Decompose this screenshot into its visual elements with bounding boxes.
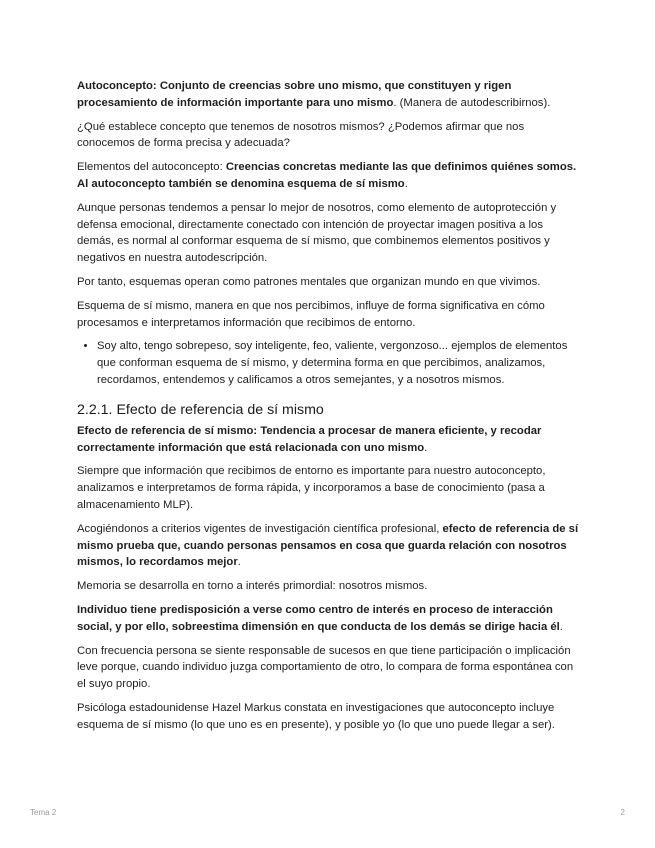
footer-topic-label: Tema 2 (30, 808, 57, 817)
paragraph-autoconcepto-definition (77, 78, 579, 112)
bold-text: Creencias concretas mediante las que definimos quiénes somos. Al autoconcepto también se denomina esquema de sí mismo (77, 161, 577, 190)
document-body (77, 78, 579, 741)
text: . (237, 556, 241, 569)
bullet-list (77, 338, 579, 388)
bold-text: Autoconcepto: Conjunto de creencias sobre uno mismo, que constituyen y rigen procesamiento de información importante para uno mismo (77, 80, 512, 109)
paragraph-memoria: Memoria se desarrolla en torno a interés primordial: nosotros mismos. (77, 580, 428, 593)
paragraph-esquemas: Por tanto, esquemas operan como patrones mentales que organizan mundo en que vivimos. (77, 275, 541, 288)
paragraph-informacion: Siempre que información que recibimos de entorno es importante para nuestro autoconcepto, analizamos e interpretamos de forma rápida, y incorporamos a base de conocimiento (pasa a almacenamiento MLP). (77, 465, 546, 511)
paragraph-efecto-definition (77, 423, 579, 457)
text: Acogiéndonos a criterios vigentes de investigación científica profesional, (77, 522, 443, 535)
paragraph-investigacion (77, 521, 579, 571)
section-heading: 2.2.1. Efecto de referencia de sí mismo (77, 401, 324, 418)
paragraph-frecuencia: Con frecuencia persona se siente responsable de sucesos en que tiene participación o implicación leve porque, cuando individuo juzga comportamiento de otro, lo compara de forma espontánea con el suyo propio. (77, 644, 574, 691)
paragraph-esquema-influye: Esquema de sí mismo, manera en que nos percibimos, influye de forma significativa en cómo procesamos e interpretamos información que recibimos de entorno. (77, 299, 545, 329)
paragraph-questions: ¿Qué establece concepto que tenemos de nosotros mismos? ¿Podemos afirmar que nos conocemos de forma precisa y adecuada? (77, 120, 525, 150)
text: . (404, 177, 408, 190)
bold-text: Efecto de referencia de sí mismo: Tendencia a procesar de manera eficiente, y recodar correctamente información que está relacionada con uno mismo (77, 424, 542, 454)
list-item: • Soy alto, tengo sobrepeso, soy inteligente, feo, valiente, vergonzoso... ejemplos de elementos que conforman esquema de sí mismo, y determina forma en que percibimos, analizamos, recordamos, entendemos y calificamos a otros semejantes, y a nosotros mismos. (97, 338, 579, 388)
paragraph-autoproteccion: Aunque personas tendemos a pensar lo mejor de nosotros, como elemento de autoprotección y defensa emocional, directamente conectado con intención de proyectar imagen positiva a los demás, es normal al conformar esquema de sí mismo, que combinemos elementos positivos y negativos en nuestra autodescripción. (77, 201, 557, 265)
text: . (559, 620, 563, 633)
bold-text: Individuo tiene predisposición a verse como centro de interés en proceso de interacción social, y por ello, sobreestima dimensión en que conducta de los demás se dirige hacia él (77, 603, 560, 633)
paragraph-elementos (77, 159, 579, 193)
page-number: 2 (620, 808, 625, 817)
text: . (Manera de autodescribirnos). (393, 96, 551, 109)
text: . (424, 441, 428, 454)
bold-text: efecto de referencia de sí mismo prueba que, cuando personas pensamos en cosa que guarda relación con nosotros mismos, lo recordamos mejor (77, 522, 579, 569)
paragraph-markus: Psicóloga estadounidense Hazel Markus constata en investigaciones que autoconcepto incluye esquema de sí mismo (lo que uno es en presente), y posible yo (lo que uno puede llegar a ser). (77, 701, 555, 731)
paragraph-individuo (77, 602, 579, 636)
text: Elementos del autoconcepto: (77, 161, 226, 174)
